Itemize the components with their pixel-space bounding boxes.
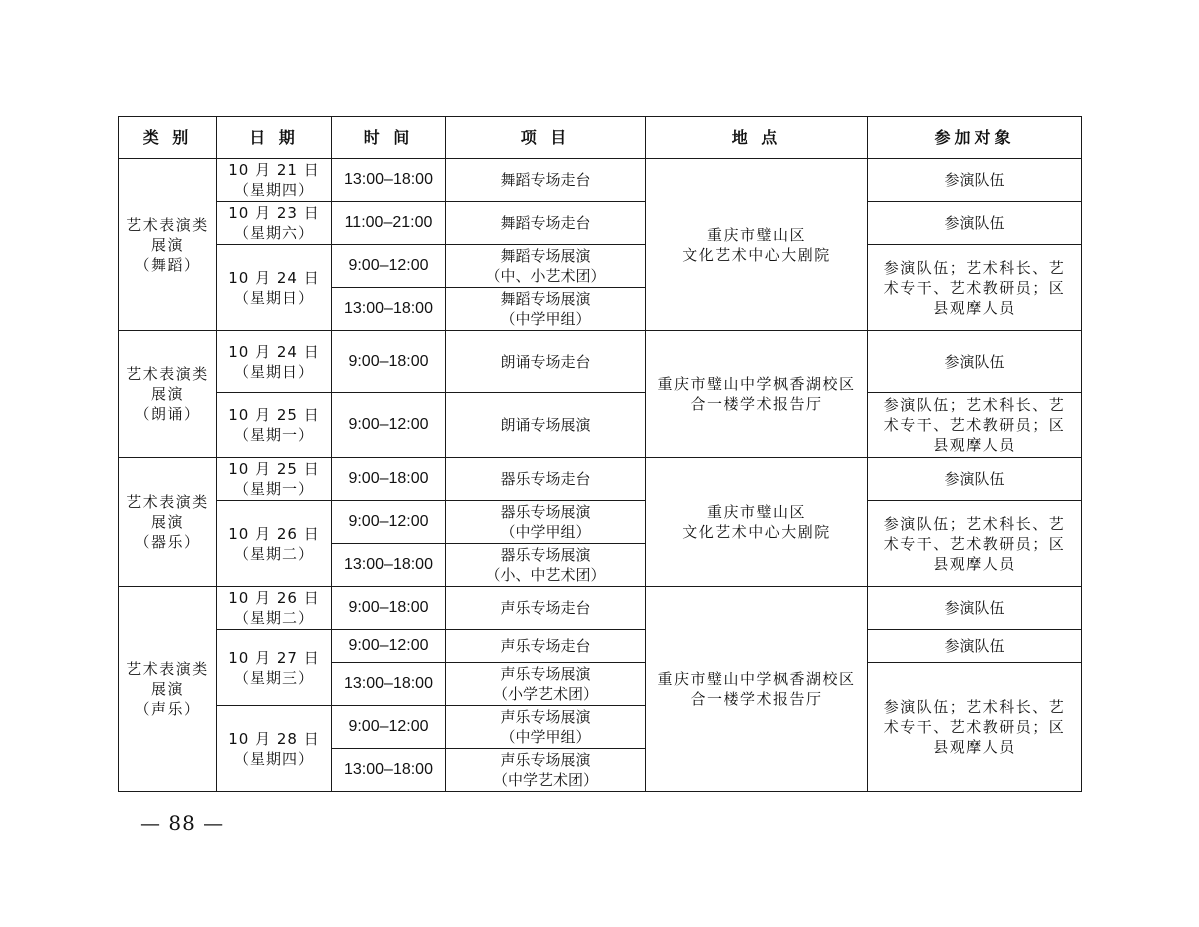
project-cell: 朗诵专场展演 <box>446 393 646 458</box>
time-cell: 13:00–18:00 <box>332 544 446 587</box>
header-time: 时 间 <box>332 117 446 159</box>
location-cell: 重庆市璧山区 文化艺术中心大剧院 <box>646 159 868 331</box>
table-row <box>119 159 1082 202</box>
project-cell: 舞蹈专场走台 <box>446 159 646 202</box>
page-number: — 88 — <box>140 811 225 835</box>
time-cell: 11:00–21:00 <box>332 202 446 245</box>
table-row <box>119 458 1082 501</box>
time-cell: 13:00–18:00 <box>332 288 446 331</box>
header-row <box>119 117 1082 159</box>
time-cell: 13:00–18:00 <box>332 159 446 202</box>
header-location: 地 点 <box>646 117 868 159</box>
time-cell: 13:00–18:00 <box>332 749 446 792</box>
category-cell: 艺术表演类 展演 （朗诵） <box>119 331 217 458</box>
audience-cell: 参演队伍 <box>868 159 1082 202</box>
date-cell: 10 月 24 日 （星期日） <box>217 245 332 331</box>
date-cell: 10 月 21 日 （星期四） <box>217 159 332 202</box>
time-cell: 9:00–12:00 <box>332 393 446 458</box>
project-cell: 舞蹈专场展演 （中学甲组） <box>446 288 646 331</box>
date-cell: 10 月 26 日 （星期二） <box>217 501 332 587</box>
project-cell: 器乐专场展演 （小、中艺术团） <box>446 544 646 587</box>
table-row <box>119 393 1082 458</box>
time-cell: 13:00–18:00 <box>332 663 446 706</box>
project-cell: 声乐专场展演 （小学艺术团） <box>446 663 646 706</box>
audience-cell: 参演队伍；艺术科长、艺 术专干、艺术教研员；区 县观摩人员 <box>868 663 1082 792</box>
project-cell: 声乐专场展演 （中学甲组） <box>446 706 646 749</box>
audience-cell: 参演队伍 <box>868 331 1082 393</box>
audience-cell: 参演队伍 <box>868 458 1082 501</box>
audience-cell: 参演队伍 <box>868 587 1082 630</box>
schedule-table <box>118 116 1082 792</box>
audience-cell: 参演队伍 <box>868 630 1082 663</box>
header-category: 类 别 <box>119 117 217 159</box>
audience-cell: 参演队伍；艺术科长、艺 术专干、艺术教研员；区 县观摩人员 <box>868 501 1082 587</box>
table-row <box>119 587 1082 630</box>
time-cell: 9:00–18:00 <box>332 458 446 501</box>
time-cell: 9:00–12:00 <box>332 630 446 663</box>
table-row <box>119 202 1082 245</box>
location-cell: 重庆市璧山区 文化艺术中心大剧院 <box>646 458 868 587</box>
project-cell: 朗诵专场走台 <box>446 331 646 393</box>
date-cell: 10 月 25 日 （星期一） <box>217 458 332 501</box>
table-row <box>119 245 1082 288</box>
project-cell: 声乐专场走台 <box>446 630 646 663</box>
header-audience: 参加对象 <box>868 117 1082 159</box>
date-cell: 10 月 26 日 （星期二） <box>217 587 332 630</box>
time-cell: 9:00–12:00 <box>332 706 446 749</box>
category-cell: 艺术表演类 展演 （舞蹈） <box>119 159 217 331</box>
table-row <box>119 331 1082 393</box>
table-row <box>119 501 1082 544</box>
project-cell: 器乐专场展演 （中学甲组） <box>446 501 646 544</box>
time-cell: 9:00–12:00 <box>332 245 446 288</box>
date-cell: 10 月 28 日 （星期四） <box>217 706 332 792</box>
audience-cell: 参演队伍；艺术科长、艺 术专干、艺术教研员；区 县观摩人员 <box>868 245 1082 331</box>
project-cell: 舞蹈专场走台 <box>446 202 646 245</box>
location-cell: 重庆市璧山中学枫香湖校区 合一楼学术报告厅 <box>646 587 868 792</box>
time-cell: 9:00–12:00 <box>332 501 446 544</box>
header-date: 日 期 <box>217 117 332 159</box>
time-cell: 9:00–18:00 <box>332 587 446 630</box>
date-cell: 10 月 27 日 （星期三） <box>217 630 332 706</box>
project-cell: 器乐专场走台 <box>446 458 646 501</box>
date-cell: 10 月 23 日 （星期六） <box>217 202 332 245</box>
audience-cell: 参演队伍；艺术科长、艺 术专干、艺术教研员；区 县观摩人员 <box>868 393 1082 458</box>
header-project: 项 目 <box>446 117 646 159</box>
category-cell: 艺术表演类 展演 （器乐） <box>119 458 217 587</box>
project-cell: 声乐专场展演 （中学艺术团） <box>446 749 646 792</box>
location-cell: 重庆市璧山中学枫香湖校区 合一楼学术报告厅 <box>646 331 868 458</box>
project-cell: 舞蹈专场展演 （中、小艺术团） <box>446 245 646 288</box>
time-cell: 9:00–18:00 <box>332 331 446 393</box>
date-cell: 10 月 25 日 （星期一） <box>217 393 332 458</box>
category-cell: 艺术表演类 展演 （声乐） <box>119 587 217 792</box>
audience-cell: 参演队伍 <box>868 202 1082 245</box>
table-row <box>119 630 1082 663</box>
date-cell: 10 月 24 日 （星期日） <box>217 331 332 393</box>
project-cell: 声乐专场走台 <box>446 587 646 630</box>
